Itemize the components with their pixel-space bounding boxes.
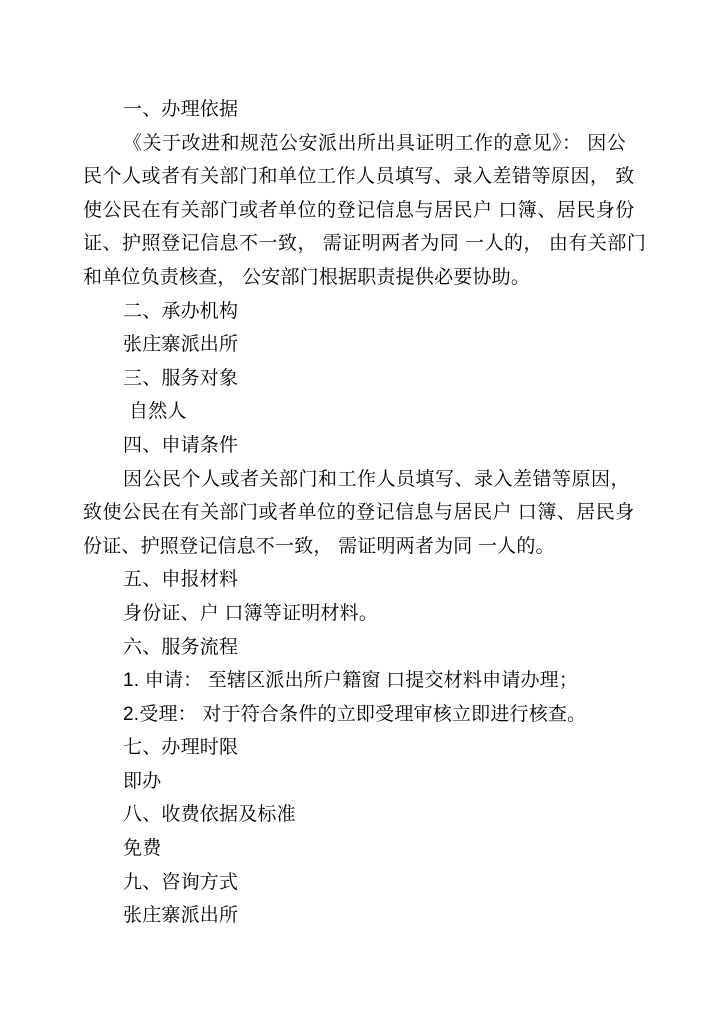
section-1-heading: 一、办理依据 (123, 99, 239, 120)
section-6-step-1: 1. 申请： 至辖区派出所户籍窗 口提交材料申请办理； (123, 670, 579, 692)
section-3-heading: 三、服务对象 (123, 367, 239, 389)
section-9-content: 张庄寨派出所 (123, 905, 239, 927)
section-4-body-line-1: 因公民个人或者关部门和工作人员填写、录入差错等原因， (123, 468, 631, 490)
section-8-content: 免费 (123, 838, 162, 860)
section-1-body-line-2: 民个人或者有关部门和单位工作人员填写、录入差错等原因， 致 (83, 166, 635, 188)
section-7-content: 即办 (123, 770, 162, 792)
document-body (83, 93, 647, 933)
section-1-body-line-3: 使公民在有关部门或者单位的登记信息与居民户 口簿、居民身份 (83, 199, 635, 221)
section-5-heading: 五、申报材料 (123, 569, 239, 591)
section-2-content: 张庄寨派出所 (123, 334, 239, 356)
section-6-heading: 六、服务流程 (123, 636, 239, 658)
section-8-heading: 八、收费依据及标准 (123, 804, 296, 826)
section-4-body-line-2: 致使公民在有关部门或者单位的登记信息与居民户 口簿、居民身 (83, 502, 635, 524)
section-6-step-2: 2.受理： 对于符合条件的立即受理审核立即进行核查。 (123, 703, 587, 725)
section-5-content: 身份证、户 口簿等证明材料。 (123, 602, 379, 624)
section-4-body-line-3: 份证、护照登记信息不一致， 需证明两者为同 一人的。 (83, 535, 555, 557)
section-1-body-line-1: 《关于改进和规范公安派出所出具证明工作的意见》： 因公 (123, 132, 627, 154)
section-9-heading: 九、咨询方式 (123, 871, 239, 893)
section-1-body-line-4: 证、护照登记信息不一致， 需证明两者为同 一人的， 由有关部门 (83, 233, 647, 255)
section-3-content: 自然人 (129, 401, 187, 423)
section-7-heading: 七、办理时限 (123, 737, 239, 759)
section-4-heading: 四、申请条件 (123, 434, 239, 456)
section-2-heading: 二、承办机构 (123, 300, 239, 322)
section-1-body-line-5: 和单位负责核查， 公安部门根据职责提供必要协助。 (83, 266, 531, 288)
